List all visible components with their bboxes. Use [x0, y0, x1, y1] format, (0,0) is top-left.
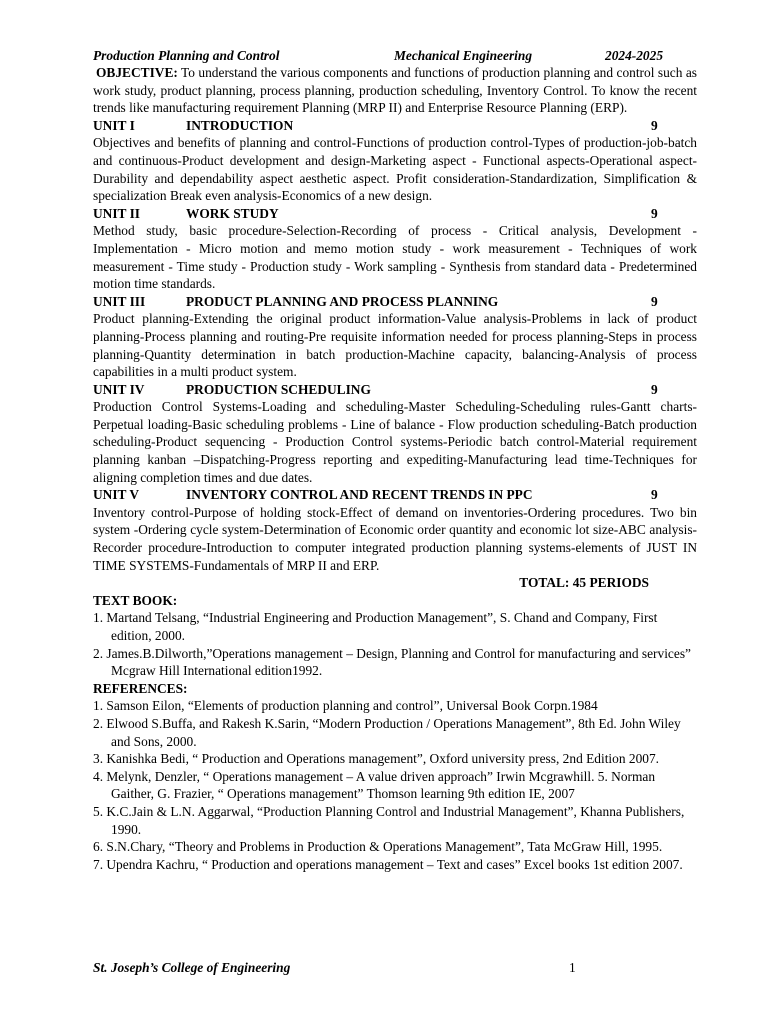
unit-title: PRODUCT PLANNING AND PROCESS PLANNING: [186, 293, 499, 309]
syllabus-page: [93, 47, 697, 873]
unit-hours: 9: [651, 205, 658, 221]
unit-number: UNIT III: [93, 293, 146, 309]
total-periods: TOTAL: 45 PERIODS: [519, 575, 649, 591]
academic-year: 2024-2025: [605, 48, 664, 63]
unit-number: UNIT IV: [93, 381, 145, 397]
unit-heading: [93, 117, 697, 135]
unit-title: INTRODUCTION: [186, 117, 294, 133]
objective-paragraph: [93, 64, 697, 117]
unit-title: INVENTORY CONTROL AND RECENT TRENDS IN PPC: [186, 487, 533, 503]
unit-hours: 9: [651, 117, 658, 133]
unit-heading: [93, 205, 697, 223]
unit-number: UNIT V: [93, 487, 140, 503]
reference-list: [93, 697, 697, 873]
reference-item: 2. Elwood S.Buffa, and Rakesh K.Sarin, “Modern Production / Operations Management”, 8th Ed. John Wiley and Sons, 2000.: [93, 715, 681, 749]
unit-content: Objectives and benefits of planning and control-Functions of production control-Types of production-job-batch and continuous-Product development and design-Marketing aspect - Functional aspects-Operational aspect-Durability and dependability aspect aesthetic aspect. Profit consideration-Standardization, Simplification & specialization Break even analysis-Economics of a new design.: [93, 135, 697, 204]
unit-heading: [93, 293, 697, 311]
page-footer: [93, 960, 697, 978]
page-header: [93, 47, 697, 64]
unit-number: UNIT II: [93, 205, 141, 221]
references-heading: REFERENCES:: [93, 680, 188, 696]
reference-item: 3. Kanishka Bedi, “ Production and Operations management”, Oxford university press, 2nd Edition 2007.: [93, 751, 660, 767]
department-name: Mechanical Engineering: [394, 48, 533, 63]
units-section: [93, 117, 697, 574]
objective-text: To understand the various components and functions of production planning and control such as work study, product planning, process planning, production scheduling, Inventory Control. To know the recent trends like manufacturing requirement Planning (MRP II) and Enterprise Resource Planning (ERP).: [93, 65, 697, 116]
reference-item: 1. Samson Eilon, “Elements of production planning and control”, Universal Book Corpn.1984: [93, 698, 598, 714]
reference-item: 4. Melynk, Denzler, “ Operations management – A value driven approach” Irwin Mcgrawhill. 5. Norman Gaither, G. Frazier, “ Operations management” Thomson learning 9th edition IE, 2007: [93, 768, 656, 802]
unit-content: Product planning-Extending the original product information-Value analysis-Problems in lack of product planning-Process planning and routing-Pre requisite information needed for process planning-Steps in process planning-Quantity determination in batch production-Machine capacity, balancing-Analysis of process capabilities in a multi product system.: [93, 311, 697, 380]
reference-item: 6. S.N.Chary, “Theory and Problems in Production & Operations Management”, Tata McGraw Hill, 1995.: [93, 839, 663, 855]
unit-heading: [93, 381, 697, 399]
course-title: Production Planning and Control: [93, 48, 280, 63]
unit-number: UNIT I: [93, 117, 135, 133]
objective-label: OBJECTIVE:: [96, 65, 178, 80]
unit-hours: 9: [651, 487, 658, 503]
textbook-heading: TEXT BOOK:: [93, 592, 178, 608]
unit-title: WORK STUDY: [186, 205, 279, 221]
college-name: St. Joseph’s College of Engineering: [93, 960, 291, 975]
reference-item: 7. Upendra Kachru, “ Production and operations management – Text and cases” Excel books 1st edition 2007.: [93, 856, 683, 872]
page-number: 1: [569, 960, 576, 975]
textbook-item: 2. James.B.Dilworth,”Operations management – Design, Planning and Control for manufacturing and services” Mcgraw Hill International edition1992.: [93, 645, 691, 679]
unit-content: Production Control Systems-Loading and scheduling-Master Scheduling-Scheduling rules-Gantt charts-Perpetual loading-Basic scheduling problems - Line of balance - Flow production scheduling-Batch production scheduling-Product sequencing - Production Control systems-Periodic batch control-Material requirement planning kanban –Dispatching-Progress reporting and expediting-Manufacturing lead time-Techniques for aligning completion times and due dates.: [93, 399, 697, 485]
textbook-list: [93, 609, 697, 679]
reference-item: 5. K.C.Jain & L.N. Aggarwal, “Production Planning Control and Industrial Management”, Khanna Publishers, 1990.: [93, 803, 685, 837]
unit-hours: 9: [651, 381, 658, 397]
unit-heading: [93, 486, 697, 504]
unit-content: Inventory control-Purpose of holding stock-Effect of demand on inventories-Ordering procedures. Two bin system -Ordering cycle system-Determination of Economic order quantity and economic lot size-ABC analysis-Recorder procedure-Introduction to computer integrated production planning systems-elements of JUST IN TIME SYSTEMS-Fundamentals of MRP II and ERP.: [93, 504, 697, 573]
textbook-item: 1. Martand Telsang, “Industrial Engineering and Production Management”, S. Chand and Company, First edition, 2000.: [93, 610, 658, 643]
unit-title: PRODUCTION SCHEDULING: [186, 381, 371, 397]
unit-content: Method study, basic procedure-Selection-Recording of process - Critical analysis, Development - Implementation - Micro motion and memo motion study - work measurement - Techniques of work measurement - Time study - Production study - Work sampling - Synthesis from standard data - Predetermined motion time standards.: [93, 223, 697, 292]
unit-hours: 9: [651, 293, 658, 309]
